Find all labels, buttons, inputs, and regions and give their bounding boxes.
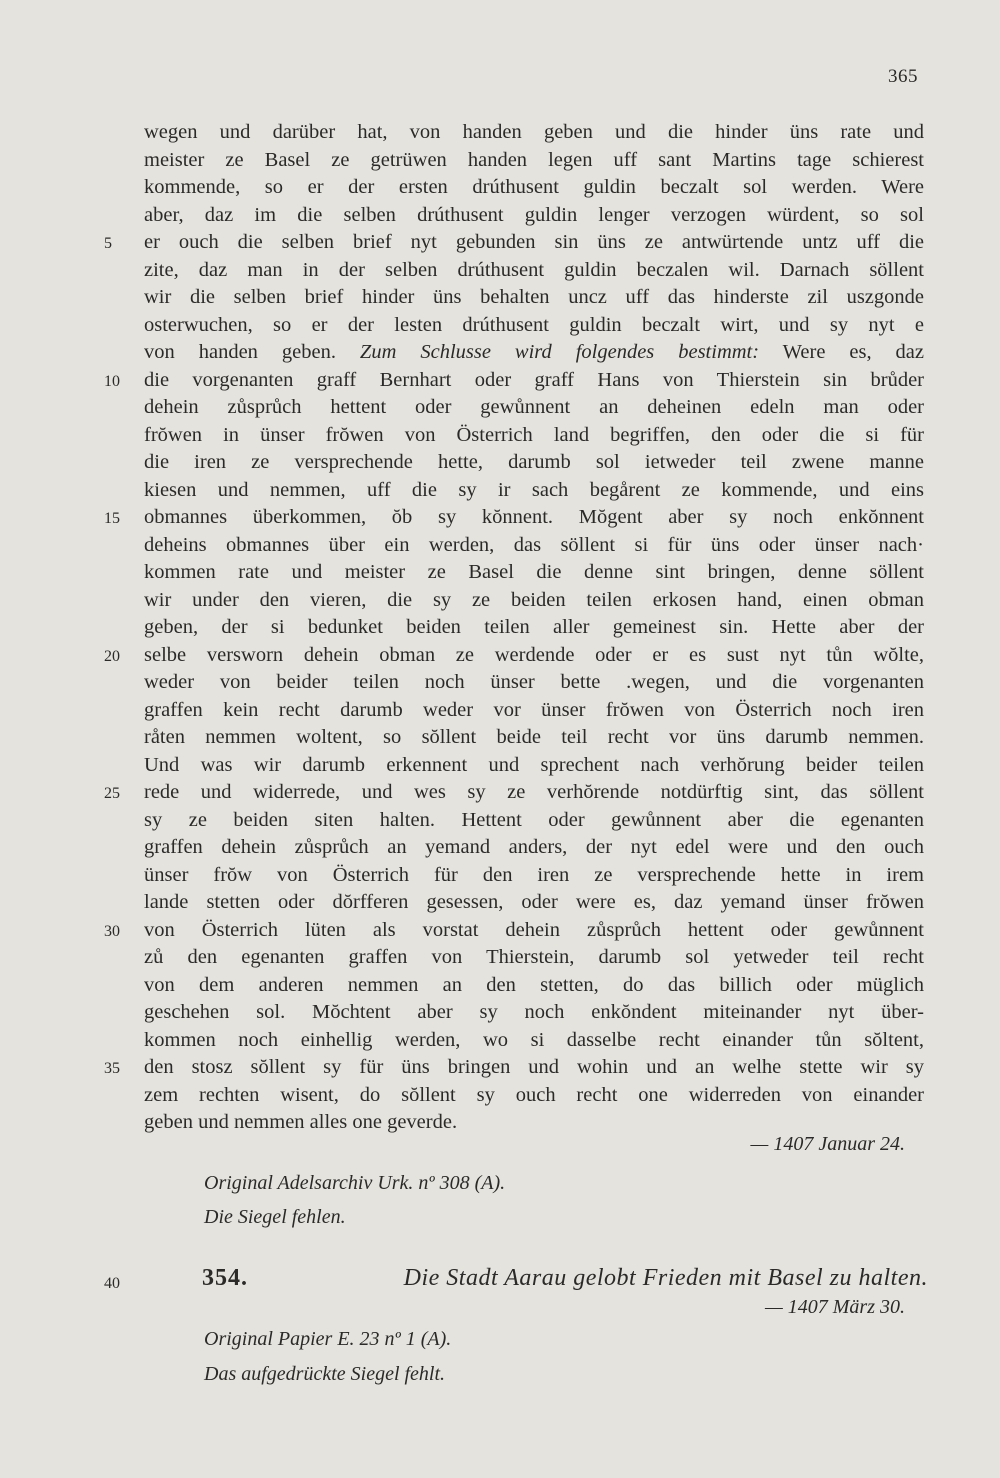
- text-line: [144, 173, 924, 201]
- line-number: 25: [104, 785, 120, 802]
- seal-note: Die Siegel fehlen.: [204, 1206, 346, 1228]
- text-fragment: Were es, daz: [759, 341, 924, 363]
- text-fragment: er ouch die selben brief nyt gebunden sin üns ze antwürtende untz uff die: [144, 231, 924, 253]
- text-fragment: zů den egenanten graffen von Thierstein, darumb sol yetweder teil recht: [144, 946, 924, 968]
- text-line: [144, 943, 924, 971]
- entry-heading: [202, 1262, 928, 1294]
- line-number: 5: [104, 235, 112, 252]
- text-fragment: kiesen und nemmen, uff die sy ir sach begårent ze kommende, und eins: [144, 479, 924, 501]
- text-fragment: kommen rate und meister ze Basel die denne sint bringen, denne söllent: [144, 561, 924, 583]
- text-fragment: obmannes überkommen, ŏb sy kŏnnent. Mŏgent aber sy noch enkŏnnent: [144, 506, 924, 528]
- text-line: [144, 311, 924, 339]
- text-line: [144, 723, 924, 751]
- text-line: [144, 888, 924, 916]
- text-fragment: von handen geben.: [144, 341, 360, 363]
- text-line: [144, 1026, 924, 1054]
- text-fragment: Und was wir darumb erkennent und sprechent nach verhŏrung beider teilen: [144, 754, 924, 776]
- source-note: Original Adelsarchiv Urk. nº 308 (A).: [204, 1172, 506, 1194]
- text-fragment: deheins obmannes über ein werden, das söllent si für üns oder ünser nach·: [144, 534, 924, 556]
- text-line: [144, 696, 924, 724]
- entry-title: Die Stadt Aarau gelobt Frieden mit Basel zu halten.: [403, 1265, 928, 1291]
- line-number: 30: [104, 923, 120, 940]
- text-line: [144, 421, 924, 449]
- text-fragment: osterwuchen, so er der lesten drúthusent guldin beczalt wirt, und sy nyt e: [144, 314, 924, 336]
- line-number: 20: [104, 648, 120, 665]
- text-line: [144, 366, 924, 394]
- document-date: — 1407 Januar 24.: [750, 1133, 905, 1155]
- line-number: 10: [104, 373, 120, 390]
- text-fragment: frŏwen in ünser frŏwen von Österrich land begriffen, den oder die si für: [144, 424, 924, 446]
- text-fragment: wir die selben brief hinder üns behalten uncz uff das hinderste zil uszgonde: [144, 286, 924, 308]
- text-line: [144, 971, 924, 999]
- text-line: [144, 503, 924, 531]
- text-line: [144, 1081, 924, 1109]
- text-line: [144, 256, 924, 284]
- text-fragment: kommen noch einhellig werden, wo si dasselbe recht einander tůn sŏltent,: [144, 1029, 924, 1051]
- text-line: [144, 613, 924, 641]
- text-fragment: geschehen sol. Mŏchtent aber sy noch enkŏndent miteinander nyt über-: [144, 1001, 924, 1023]
- text-line: [144, 476, 924, 504]
- line-number: 15: [104, 510, 120, 527]
- text-fragment: graffen kein recht darumb weder vor ünser frŏwen von Österrich noch iren: [144, 699, 924, 721]
- text-fragment: von Österrich lüten als vorstat dehein zůsprůch hettent oder gewůnnent: [144, 919, 924, 941]
- text-fragment: kommende, so er der ersten drúthusent guldin beczalt sol werden. Were: [144, 176, 924, 198]
- entry-date: — 1407 März 30.: [764, 1296, 905, 1318]
- text-line: [144, 806, 924, 834]
- text-fragment: aber, daz im die selben drúthusent guldin lenger verzogen würdent, so sol: [144, 204, 924, 226]
- text-line: [144, 118, 924, 146]
- text-line: [144, 531, 924, 559]
- text-fragment: die iren ze versprechende hette, darumb sol ietweder teil zwene manne: [144, 451, 924, 473]
- text-fragment: ünser frŏw von Österrich für den iren ze versprechende hette in irem: [144, 864, 924, 886]
- seal-note: Das aufgedrückte Siegel fehlt.: [204, 1363, 446, 1385]
- line-number: 35: [104, 1060, 120, 1077]
- text-fragment: sy ze beiden siten halten. Hettent oder gewůnnent aber die egenanten: [144, 809, 924, 831]
- text-line: [144, 558, 924, 586]
- text-line: [144, 393, 924, 421]
- text-fragment: von dem anderen nemmen an den stetten, do das billich oder müglich: [144, 974, 924, 996]
- source-note: Original Papier E. 23 nº 1 (A).: [204, 1328, 452, 1350]
- text-line: [144, 1053, 924, 1081]
- text-line: [144, 998, 924, 1026]
- text-fragment: zite, daz man in der selben drúthusent guldin beczalen wil. Darnach söllent: [144, 259, 924, 281]
- text-fragment: weder von beider teilen noch ünser bette .wegen, und die vorgenanten: [144, 671, 924, 693]
- text-line: [144, 228, 924, 256]
- text-fragment: wegen und darüber hat, von handen geben und die hinder üns rate und: [144, 121, 924, 143]
- text-line: [144, 586, 924, 614]
- text-fragment: graffen dehein zůsprůch an yemand anders, der nyt edel were und den ouch: [144, 836, 924, 858]
- text-fragment: die vorgenanten graff Bernhart oder graff Hans von Thierstein sin brůder: [144, 369, 924, 391]
- text-fragment: geben, der si bedunket beiden teilen aller gemeinest sin. Hette aber der: [144, 616, 924, 638]
- text-fragment: meister ze Basel ze getrüwen handen legen uff sant Martins tage schierest: [144, 149, 924, 171]
- text-line: [144, 668, 924, 696]
- text-line: [144, 778, 924, 806]
- entry-number: 354.: [202, 1265, 248, 1291]
- text-fragment: wir under den vieren, die sy ze beiden teilen erkosen hand, einen obman: [144, 589, 924, 611]
- text-fragment: råten nemmen woltent, so sŏllent beide teil recht vor üns darumb nemmen.: [144, 726, 924, 748]
- page-number: 365: [888, 66, 918, 87]
- text-line: [144, 751, 924, 779]
- text-fragment: dehein zůsprůch hettent oder gewůnnent an deheinen edeln man oder: [144, 396, 924, 418]
- text-line: [144, 833, 924, 861]
- text-fragment: selbe versworn dehein obman ze werdende oder er es sust nyt tůn wŏlte,: [144, 644, 924, 666]
- line-number: 40: [104, 1275, 120, 1292]
- text-fragment: den stosz sŏllent sy für üns bringen und wohin und an welhe stette wir sy: [144, 1056, 924, 1078]
- text-fragment: geben und nemmen alles one geverde.: [144, 1111, 458, 1133]
- text-line: [144, 916, 924, 944]
- text-line: [144, 448, 924, 476]
- text-fragment: rede und widerrede, und wes sy ze verhŏrende notdürftig sint, das söllent: [144, 781, 924, 803]
- text-line: [144, 146, 924, 174]
- text-fragment: zem rechten wisent, do sŏllent sy ouch recht one widerreden von einander: [144, 1084, 924, 1106]
- text-line: [144, 641, 924, 669]
- text-line: [144, 201, 924, 229]
- text-line: [144, 338, 924, 366]
- text-fragment: lande stetten oder dŏrfferen gesessen, oder were es, daz yemand ünser frŏwen: [144, 891, 924, 913]
- text-line: [144, 283, 924, 311]
- text-line: [144, 861, 924, 889]
- editorial-note: Zum Schlusse wird folgendes bestimmt:: [359, 341, 760, 363]
